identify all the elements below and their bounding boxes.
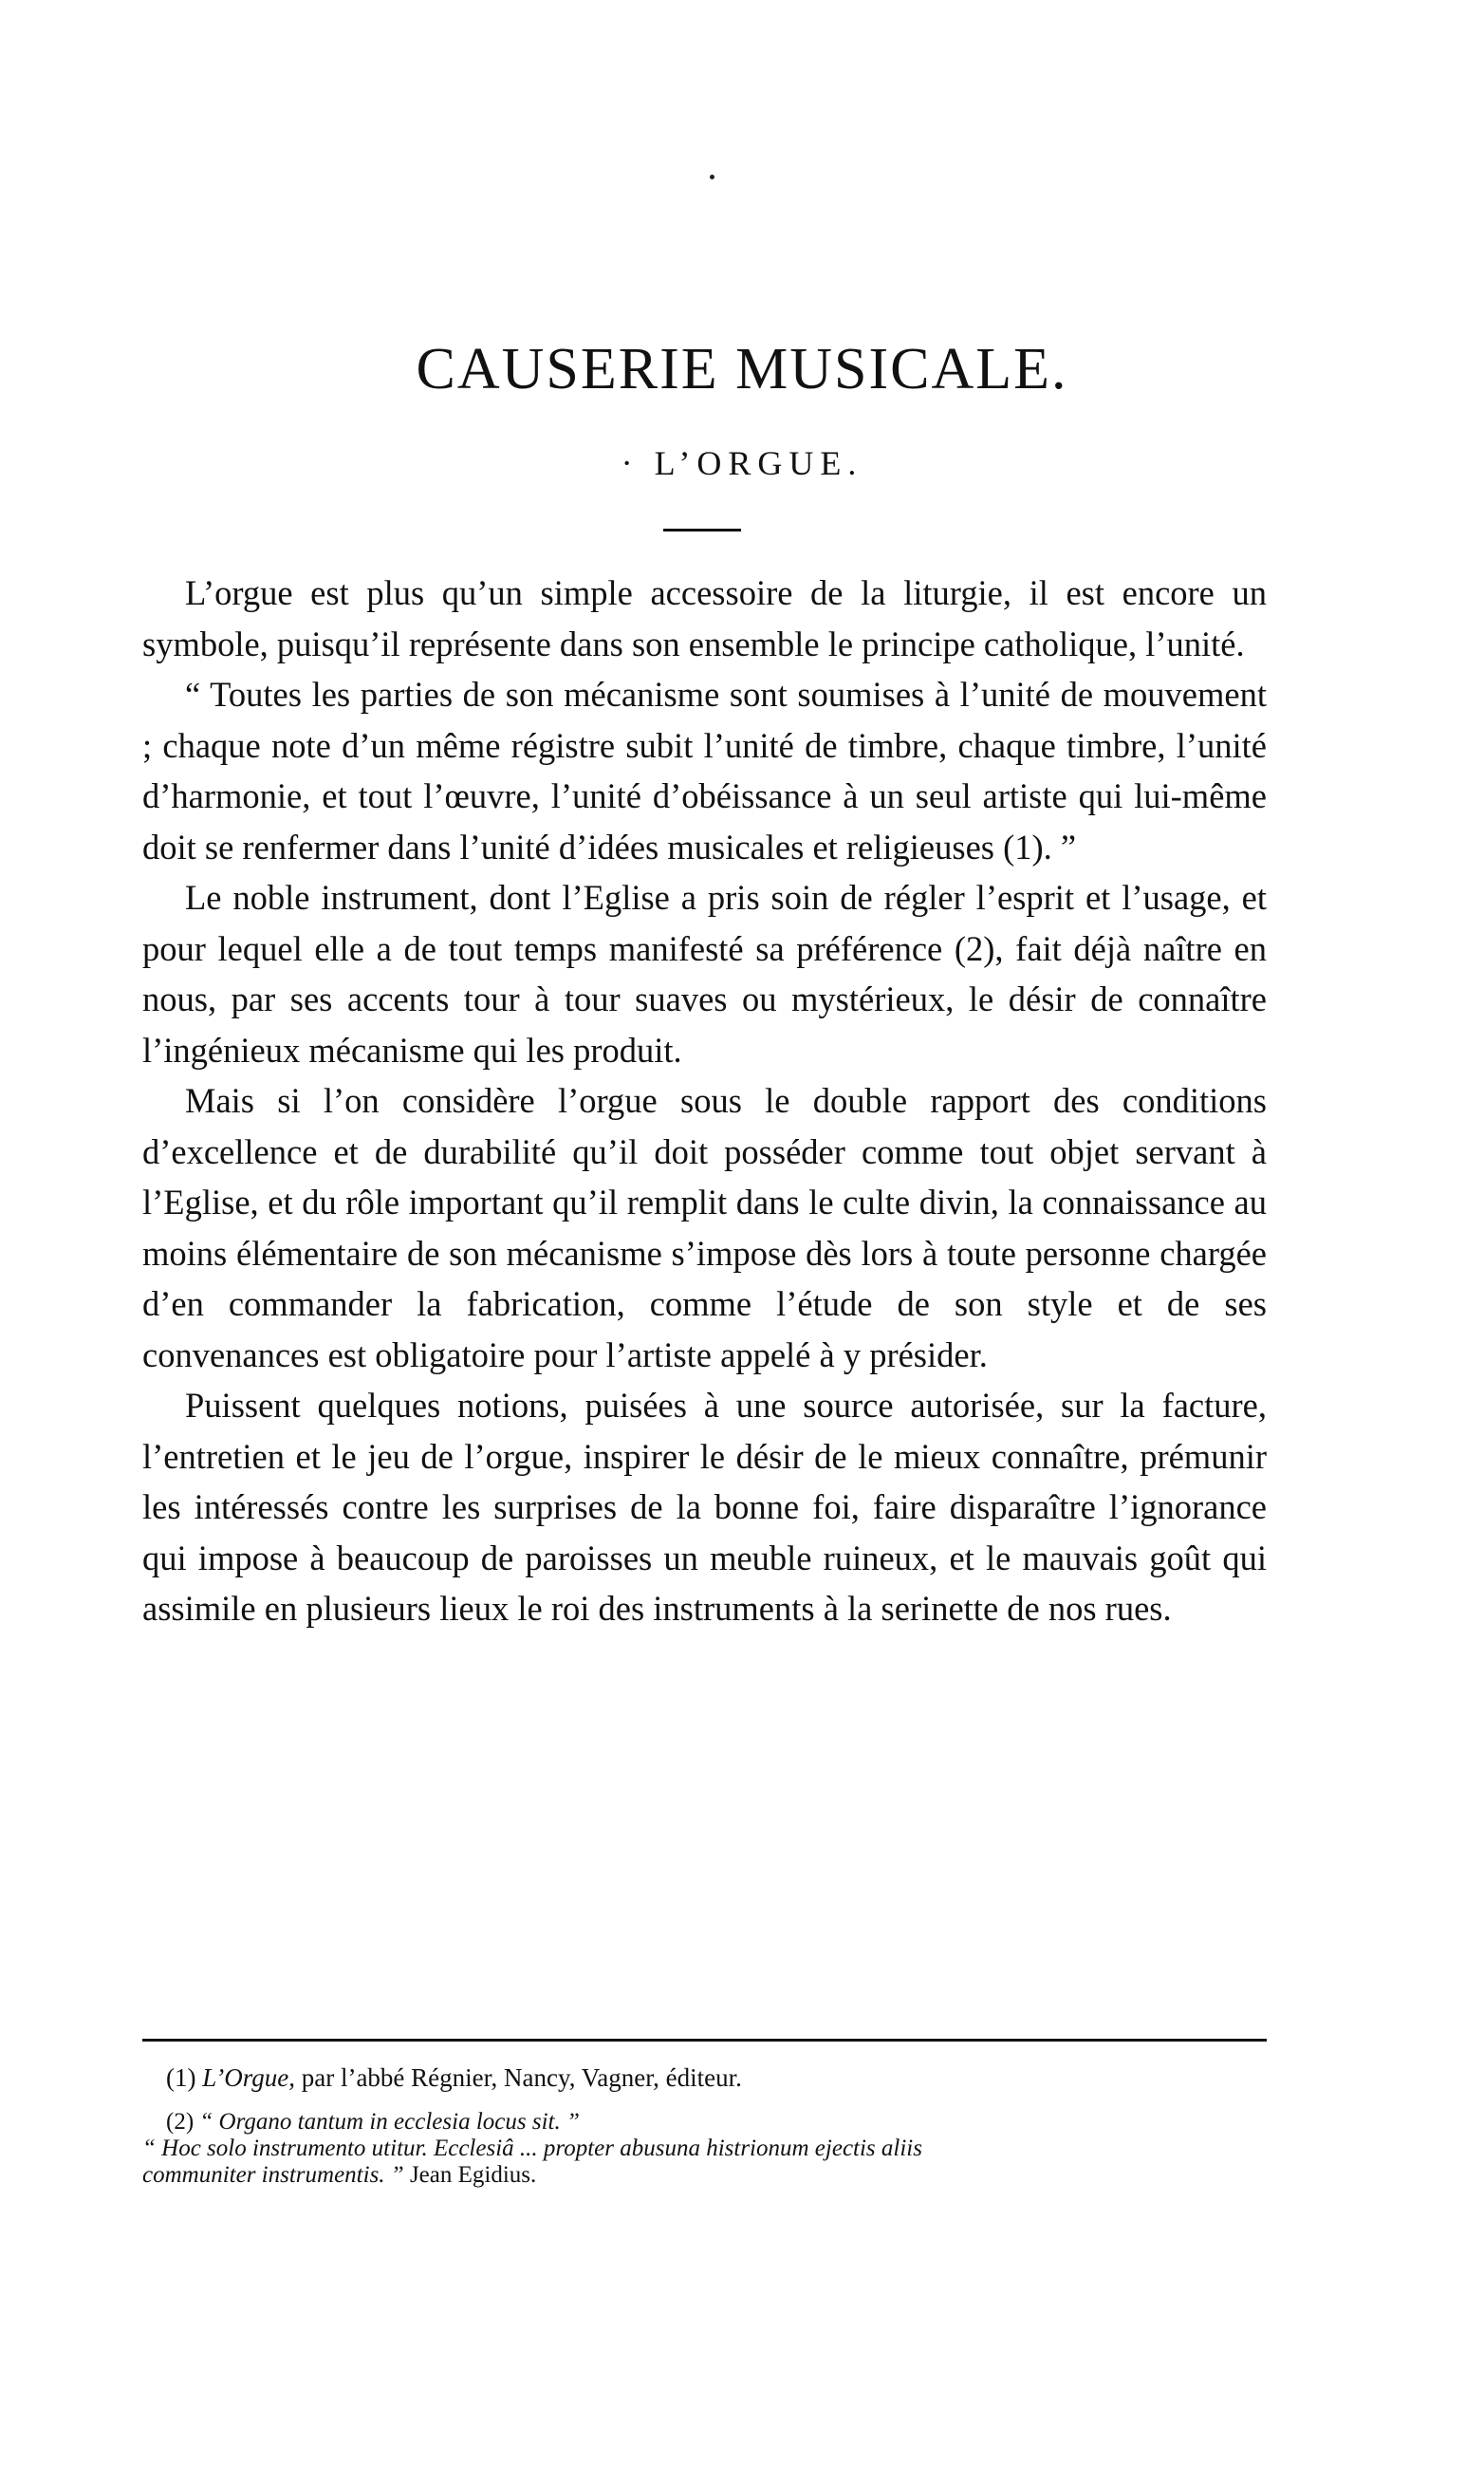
footnote-1-marker: (1)	[166, 2063, 196, 2092]
footnote-2-quote-2-text-1: “ Hoc solo instrumento utitur. Ecclesiâ ... propter abusuna histrionum ejectis aliis	[142, 2136, 922, 2161]
paragraph-2: “ Toutes les parties de son mécanisme sont soumises à l’unité de mouvement ; chaque note d’un même régistre subit l’unité de timbre, chaque timbre, l’unité d’harmonie, et tout l’œuvre, l’unité d’obéissance à un seul artiste qui lui-même doit se renfermer dans l’unité d’idées musicales et religieuses (1). ”	[142, 675, 1267, 867]
footnote-divider	[142, 2039, 1267, 2042]
footnote-2-quote-2	[142, 2136, 1267, 2189]
title-divider	[663, 529, 741, 532]
footnote-2-author: Jean Egidius.	[409, 2162, 537, 2188]
paragraph-4: Mais si l’on considère l’orgue sous le double rapport des conditions d’excellence et de durabilité qu’il doit posséder comme tout objet servant à l’Eglise, et du rôle important qu’il remplit dans le culte divin, la connaissance au moins élémentaire de son mécanisme s’impose dès lors à toute personne chargée d’en commander la fabrication, comme l’étude de son style et de ses convenances est obligatoire pour l’artiste appelé à y présider.	[142, 1081, 1267, 1374]
footnote-2-quote-1: “ Organo tantum in ecclesia locus sit. ”	[199, 2109, 580, 2135]
paragraph-5: Puissent quelques notions, puisées à une source autorisée, sur la facture, l’entretien et le jeu de l’orgue, inspirer le désir de le mieux connaître, prémunir les intéressés contre les surprises de la bonne foi, faire disparaître l’ignorance qui impose à beaucoup de paroisses un meuble ruineux, et le mauvais goût qui assimile en plusieurs lieux le roi des instruments à la serinette de nos rues.	[142, 1386, 1267, 1628]
footnote-1-work-title: L’Orgue,	[202, 2063, 295, 2092]
body-text	[142, 568, 1267, 1634]
footnote-2	[166, 2109, 580, 2136]
paragraph-3: Le noble instrument, dont l’Eglise a pris soin de régler l’esprit et l’usage, et pour lequel elle a de tout temps manifesté sa préférence (2), fait déjà naître en nous, par ses accents tour à tour suaves ou mystérieux, le désir de connaître l’ingénieux mécanisme qui les produit.	[142, 878, 1267, 1070]
footnote-1	[166, 2062, 742, 2093]
paragraph-1: L’orgue est plus qu’un simple accessoire de la liturgie, il est encore un symbole, puisqu’il représente dans son ensemble le principe catholique, l’unité.	[142, 573, 1267, 663]
footnote-1-text: par l’abbé Régnier, Nancy, Vagner, éditeur.	[301, 2063, 742, 2092]
printer-mark	[710, 175, 714, 179]
footnote-2-marker: (2)	[166, 2109, 195, 2135]
footnote-2-quote-2-line-1	[142, 2136, 1267, 2162]
page-title: CAUSERIE MUSICALE.	[416, 337, 1068, 401]
footnote-2-quote-2-line-2	[142, 2162, 1267, 2189]
page-subtitle: · L’ORGUE.	[621, 444, 863, 482]
footnote-2-quote-2-text-2: communiter instrumentis. ”	[142, 2162, 404, 2188]
